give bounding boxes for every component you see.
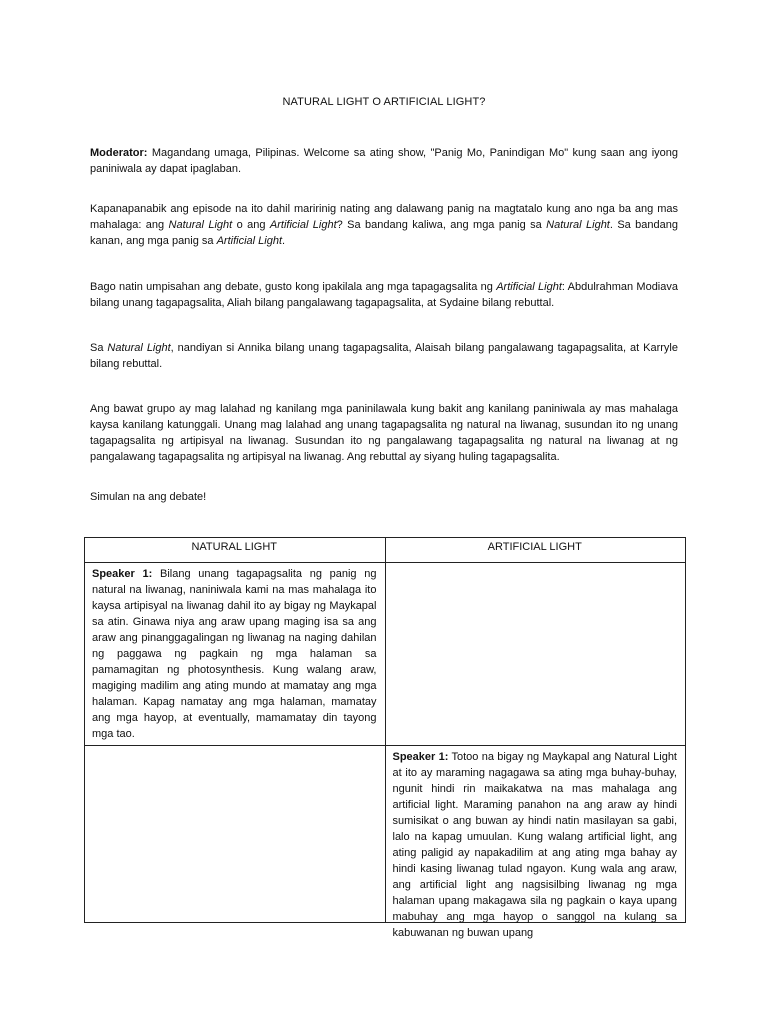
episode-paragraph (90, 201, 678, 249)
p2-natural-light-1: Natural Light (168, 219, 233, 231)
speaker-label: Speaker 1: (92, 568, 153, 580)
header-artificial-light: ARTIFICIAL LIGHT (385, 538, 686, 563)
document-title: NATURAL LIGHT O ARTIFICIAL LIGHT? (282, 96, 486, 108)
natural-speaker-1-cell (85, 563, 386, 746)
p4-text-b: , nandiyan si Annika bilang unang tagapagsalita, Alaisah bilang pangalawang tagapagsalita, at Karryle bilang rebuttal. (90, 342, 678, 370)
p3-artificial-light: Artificial Light (496, 281, 562, 293)
moderator-paragraph (90, 145, 678, 177)
speaker-text: Totoo na bigay ng Maykapal ang Natural Light at ito ay maraming nagagawa sa ating mga buhay-buhay, ngunit hindi rin maikakatwa na mas mahalaga ang artificial light. Maraming panahon na ang araw ay hindi sumisikat o ang buwan ay hindi natin masilayan sa gabi, lalo na kapag umuulan. Kung walang artificial light, ang ating paligid ay napakadilim at ang ating mga bahay ay hindi kasing liwanag tulad ngayon. Kung wala ang araw, ang artificial light ang nagsisilbing liwanag ng mga halaman upang makagawa sila ng pagkain o kaya upang mabuhay ang mga hayop o sanggol na kulang sa kabuwanan ng buwan upang (392, 751, 677, 939)
natural-speakers-paragraph (90, 340, 678, 372)
header-natural-light: NATURAL LIGHT (85, 538, 386, 563)
debate-table (84, 537, 686, 939)
empty-cell (385, 563, 686, 746)
p2-text-a: Kapanapanabik ang episode na ito dahil maririnig nating ang dalawang panig na magtatalo kung ano nga ba ang mas mahalaga: ang (90, 203, 678, 231)
p4-natural-light: Natural Light (107, 342, 171, 354)
table-row (85, 746, 686, 923)
table-row (85, 563, 686, 746)
cell-clip (392, 749, 678, 939)
p2-artificial-light-2: Artificial Light (216, 235, 283, 247)
p2-natural-light-2: Natural Light (546, 219, 610, 231)
p3-text-a: Bago natin umpisahan ang debate, gusto kong ipakilala ang mga tapagagsalita ng (90, 281, 497, 293)
speaker-label: Speaker 1: (392, 751, 449, 763)
p2-text-d: . Sa bandang kanan, ang mga panig sa (90, 219, 679, 247)
moderator-label: Moderator: (90, 147, 148, 159)
p2-text-b: o ang (232, 219, 270, 231)
speaker-text: Bilang unang tagapagsalita ng panig ng natural na liwanag, naniniwala kami na mas mahalaga ito kaysa artipisyal na liwanag dahil ito ay bigay ng Maykapal sa atin. Ginawa niya ang araw upang maging isa sa ang araw ang pinanggagalingan ng liwanag na naging dahilan ng paggawa ng pagkain ng mga halaman sa pamamagitan ng photosynthesis. Kung walang araw, magiging madilim ang ating mundo at mamatay ang mga halaman. Kapag namatay ang mga halaman, mamatay ang mga hayop, at eventually, mamamatay din tayong mga tao. (92, 568, 377, 740)
moderator-text: Magandang umaga, Pilipinas. Welcome sa ating show, "Panig Mo, Panindigan Mo" kung saan ang iyong paniniwala ay dapat ipaglaban. (90, 147, 678, 175)
empty-cell (85, 746, 386, 923)
start-debate-line: Simulan na ang debate! (90, 491, 207, 503)
p4-text-a: Sa (90, 342, 108, 354)
artificial-speakers-paragraph (90, 279, 678, 311)
p2-text-e: . (282, 235, 286, 247)
p2-text-c: ? Sa bandang kaliwa, ang mga panig sa (336, 219, 547, 231)
table-header-row (85, 538, 686, 563)
rules-paragraph: Ang bawat grupo ay mag lalahad ng kanilang mga paninilawala kung bakit ang kanilang paniniwala ay mas mahalaga kaysa kanilang katunggali. Unang mag lalahad ang unang tagapagsalita ng natural na liwanag, susundan ito ng unang tagapagsalita ng artipisyal na liwanag. Susundan ito ng pangalawang tagapagsalita ng natural na liwanag at ng pangalawang tagapagsalita ng artipisyal na liwanag. Ang rebuttal ay siyang huling tagapagsalita. (90, 403, 678, 463)
artificial-speaker-1-cell (385, 746, 686, 939)
p3-text-b: : Abdulrahman Modiava bilang unang tagapagsalita, Aliah bilang pangalawang tagapagsalita, at Sydaine bilang rebuttal. (90, 281, 678, 309)
p2-artificial-light-1: Artificial Light (269, 219, 337, 231)
